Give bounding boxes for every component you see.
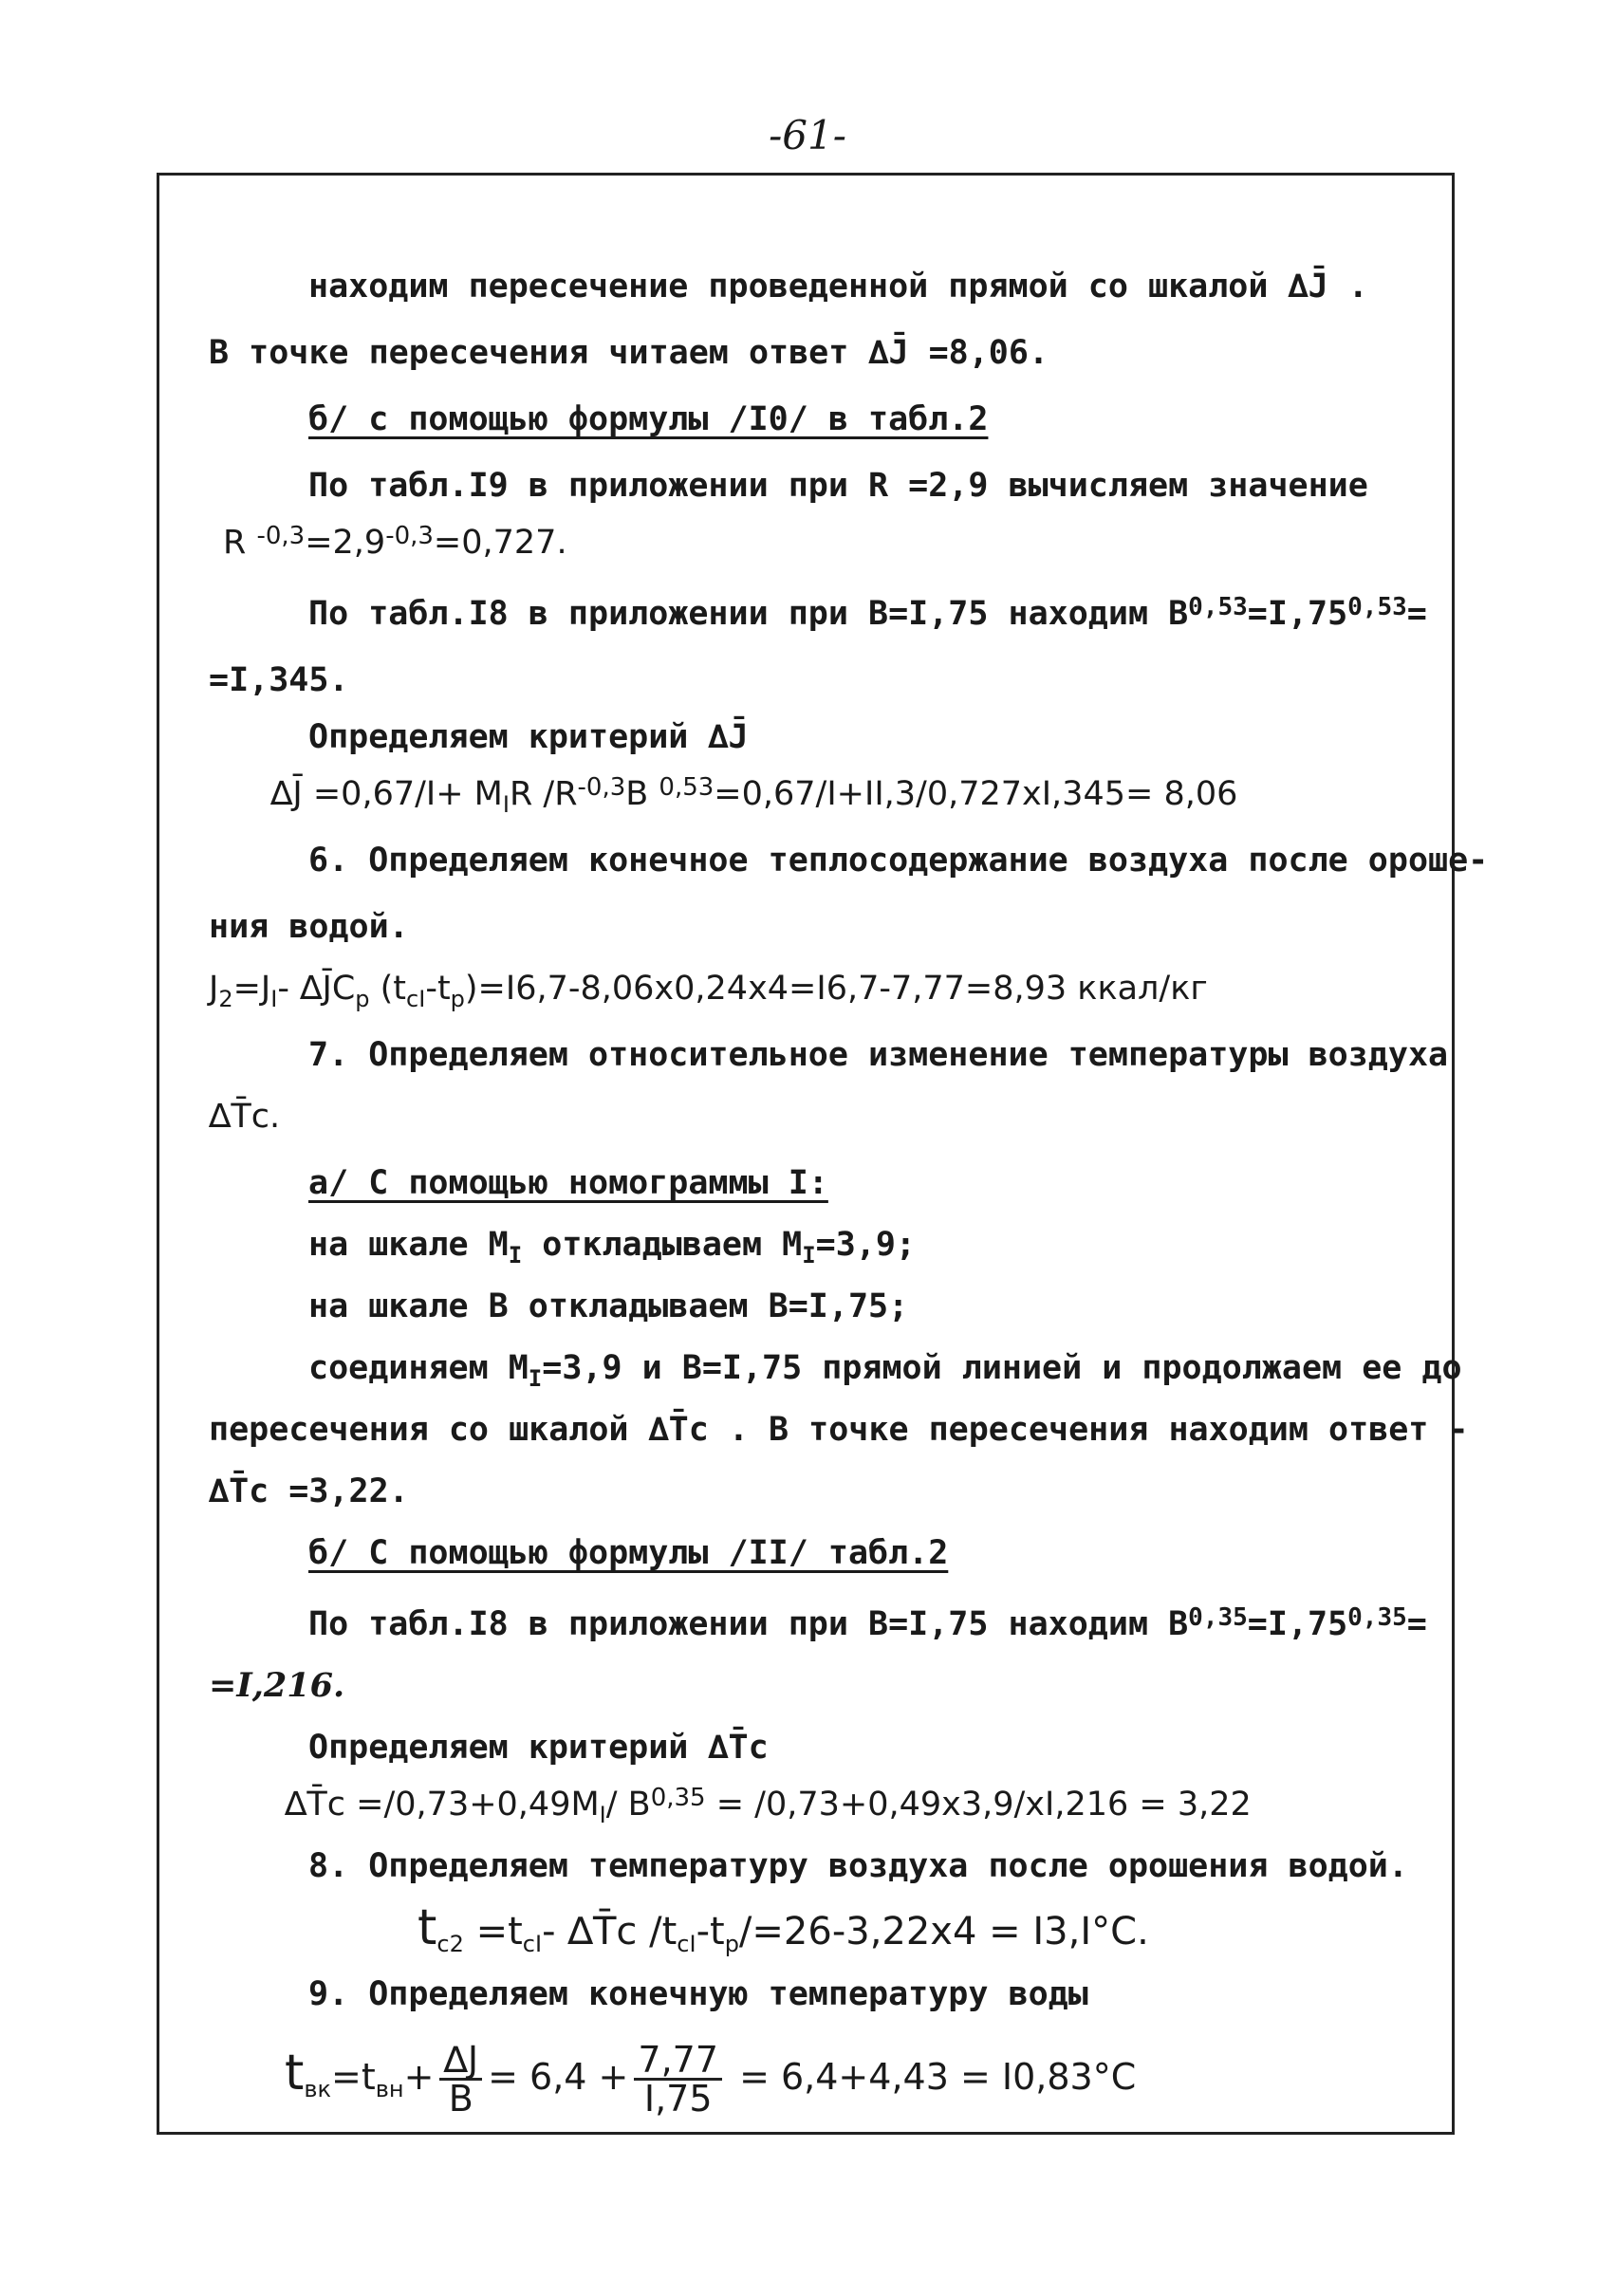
fraction-delta-j-over-b: $\frac{\Delta J}{B}$ xyxy=(439,2042,482,2117)
text-line-17: на шкале B откладываем B=I,75; xyxy=(308,1287,909,1325)
text-line-6: По табл.I8 в приложении при B=I,75 находим $B^{0,53}=I,75^{0,53}=$ xyxy=(308,593,1427,633)
section-heading-b-formula-11: б/ С помощью формулы /II/ табл.2 xyxy=(308,1534,949,1572)
text-line-26: 8. Определяем температуру воздуха после орошения водой. xyxy=(308,1847,1408,1885)
fraction-7-77-over-1-75: $\frac{7,77}{I,75}$ xyxy=(634,2042,722,2117)
text-line-16: на шкале $M_I$ откладываем $M_I=3,9$; xyxy=(308,1226,916,1268)
text-line-14: ∆T̄c. xyxy=(209,1098,281,1136)
formula-delta-j: ∆J̄ $=0,67/I+ M_IR$ $/R^{-0,3}B$ $^{0,53}$=0,67/I+II,3/0,727xI,345= 8,06 xyxy=(270,773,1238,818)
page-number: -61- xyxy=(769,112,846,158)
formula-water-temperature: $t_{вк}=t_{вн}+$ $\frac{\Delta J}{B}$ = 6,4 + $\frac{7,77}{I,75}$ = 6,4+4,43 = I0,83°C xyxy=(285,2039,1137,2120)
text-line-13: 7. Определяем относительное изменение температуры воздуха xyxy=(308,1036,1449,1074)
section-heading-a-nomogram: а/ С помощью номограммы I: xyxy=(308,1164,828,1202)
formula-tc2: $t_{c2} =t_{cI}-$ ∆T̄c $/t_{cI}-t_p/=26-3,22x4 = I3,I^\circ C$. xyxy=(418,1899,1149,1957)
text-line-19: пересечения со шкалой ∆T̄c . В точке пересечения находим ответ - xyxy=(209,1411,1469,1449)
section-heading-b-formula-10: б/ с помощью формулы /I0/ в табл.2 xyxy=(308,400,989,438)
text-line-28: 9. Определяем конечную температуру воды xyxy=(308,1975,1088,2013)
text-line-4: По табл.I9 в приложении при R =2,9 вычисляем значение xyxy=(308,467,1368,505)
text-line-22: По табл.I8 в приложении при B=I,75 находим $B^{0,35}=I,75^{0,35}=$ xyxy=(308,1603,1427,1643)
text-line-2: В точке пересечения читаем ответ ∆J̄ =8,06. xyxy=(209,334,1049,372)
text-line-23: =I,216. xyxy=(209,1666,345,1705)
text-line-8: Определяем критерий ∆J̄ xyxy=(308,718,749,756)
text-line-18: соединяем $M_I=3,9$ и B=I,75 прямой линией и продолжаем ее до xyxy=(308,1349,1462,1392)
text-line-24: Определяем критерий ∆T̄c xyxy=(308,1729,769,1767)
formula-r-power: R $^{-0,3}=2,9^{-0,3}=0,727$. xyxy=(223,522,567,562)
formula-j2: $J_2=J_I-$ $\Delta J̄C_p$ $(t_{cI}-t_p)=I6,7-8,06x0,24x4=I6,7-7,77=8,93$ ккал/кг xyxy=(209,970,1208,1012)
text-line-1: находим пересечение проведенной прямой со шкалой ∆J̄ . xyxy=(308,268,1368,306)
text-line-11: ния водой. xyxy=(209,908,409,946)
text-line-20: ∆T̄c =3,22. xyxy=(209,1472,409,1510)
text-line-7: =I,345. xyxy=(209,661,349,699)
text-line-10: 6. Определяем конечное теплосодержание воздуха после ороше- xyxy=(308,842,1489,880)
formula-delta-tc: ∆T̄c $=/0,73+0,49M_I/$ B$^{0,35}$ = /0,73+0,49x3,9/xI,216 = 3,22 xyxy=(285,1784,1252,1828)
